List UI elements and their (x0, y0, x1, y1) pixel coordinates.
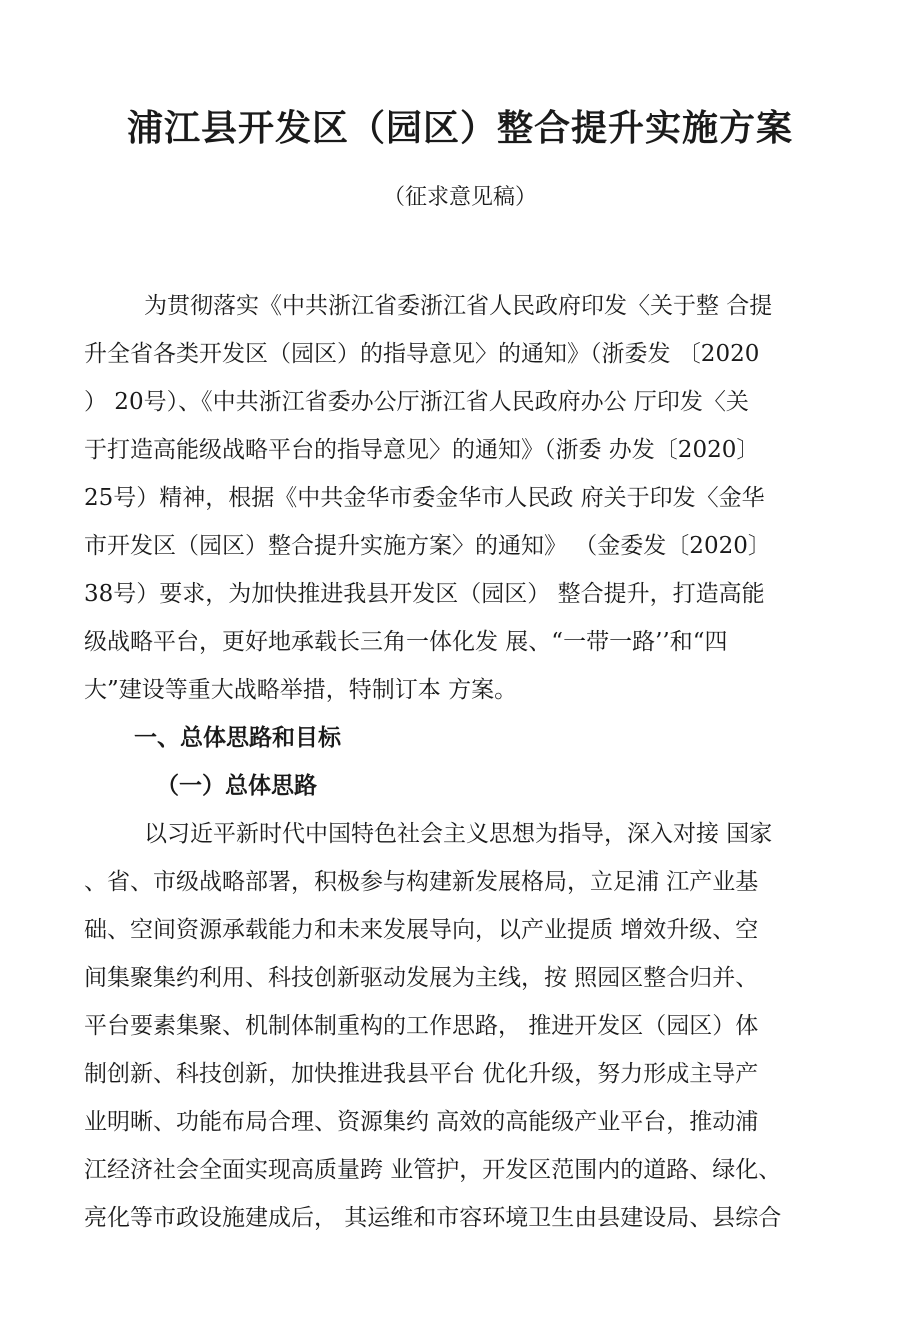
paragraph-line: 大”建设等重大战略举措，特制订本 方案。 (84, 677, 518, 703)
document-subtitle: （征求意见稿） (382, 185, 537, 210)
document-title: 浦江县开发区（园区）整合提升实施方案 (126, 108, 793, 149)
section-heading: 一、总体思路和目标 (134, 725, 341, 751)
paragraph-line: 江经济社会全面实现高质量跨 业管护，开发区范围内的道路、绿化、 (84, 1157, 782, 1183)
paragraph-line: 业明晰、功能布局合理、资源集约 高效的高能级产业平台，推动浦 (84, 1109, 759, 1135)
paragraph-line: 市开发区（园区）整合提升实施方案〉的通知》 （金委发〔2020〕 (84, 533, 771, 559)
paragraph-line: 础、空间资源承载能力和未来发展导向，以产业提质 增效升级、空 (84, 917, 759, 943)
paragraph-line: 级战略平台，更好地承载长三角一体化发 展、“一带一路’’和“四 (84, 629, 728, 655)
subsection-heading: （一）总体思路 (156, 773, 317, 799)
paragraph-line: 38号）要求，为加快推进我县开发区（园区） 整合提升，打造高能 (84, 581, 765, 607)
paragraph-line: ） 20号）、《中共浙江省委办公厅浙江省人民政府办公 厅印发〈关 (84, 389, 749, 415)
paragraph-line: 平台要素集聚、机制体制重构的工作思路， 推进开发区（园区）体 (84, 1013, 759, 1039)
paragraph-line: 、省、市级战略部署，积极参与构建新发展格局，立足浦 江产业基 (84, 869, 759, 895)
paragraph-line: 制创新、科技创新，加快推进我县平台 优化升级，努力形成主导产 (84, 1061, 759, 1087)
paragraph-line: 于打造高能级战略平台的指导意见〉的通知》（浙委 办发〔2020〕 (84, 437, 760, 463)
paragraph-line: 为贯彻落实《中共浙江省委浙江省人民政府印发〈关于整 合提 (144, 293, 773, 319)
paragraph-line: 间集聚集约利用、科技创新驱动发展为主线，按 照园区整合归并、 (84, 965, 759, 991)
paragraph-line: 亮化等市政设施建成后， 其运维和市容环境卫生由县建设局、县综合 (84, 1205, 782, 1231)
paragraph-line: 以习近平新时代中国特色社会主义思想为指导，深入对接 国家 (144, 821, 773, 847)
paragraph-line: 25号）精神，根据《中共金华市委金华市人民政 府关于印发〈金华 (84, 485, 765, 511)
paragraph-line: 升全省各类开发区（园区）的指导意见〉的通知》（浙委发 〔2020 (84, 341, 760, 367)
